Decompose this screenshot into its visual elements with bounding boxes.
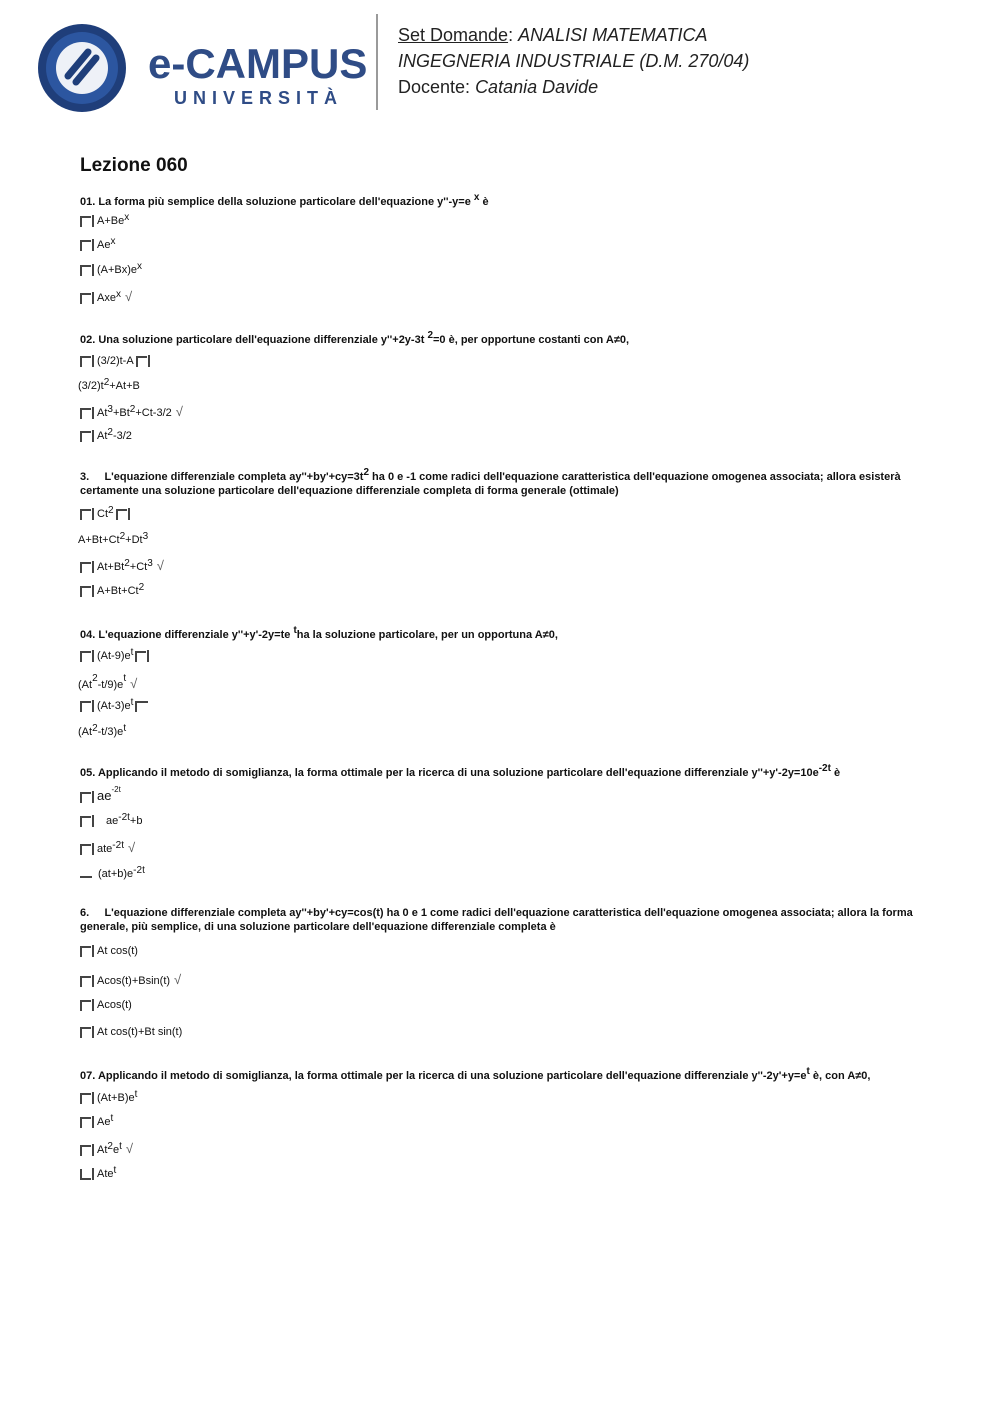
question-5: 05. Applicando il metodo di somiglianza, la forma ottimale per la ricerca di una soluzione particolare dell'equazione differenziale $y''+y'-2y=10e^{-2t}$ è [80, 763, 841, 779]
checkbox-icon[interactable] [80, 265, 91, 276]
option[interactable]: (3/2)t-A [80, 355, 153, 367]
checkbox-icon[interactable] [80, 356, 91, 367]
option-text: $(At^2-t/9)e^t$ √ [78, 673, 138, 691]
checkbox-icon[interactable] [80, 1169, 91, 1180]
checkbox-icon[interactable] [80, 844, 91, 855]
option[interactable]: $ae^{-2t}+b$ [80, 815, 142, 827]
checkbox-icon[interactable] [80, 586, 91, 597]
checkbox-icon[interactable] [80, 701, 91, 712]
option[interactable]: $(At+B)e^t$ [80, 1092, 137, 1104]
option-text: $(3/2)t^2+At+B$ [78, 377, 140, 392]
check-icon: √ [127, 840, 136, 855]
option[interactable]: $At^2e^t$ √ [80, 1141, 133, 1156]
checkbox-icon[interactable] [80, 816, 91, 827]
docente-name: Catania Davide [475, 77, 599, 97]
svg-text:UNIVERSITÀ: UNIVERSITÀ [174, 88, 344, 108]
checkbox-icon[interactable] [80, 509, 91, 520]
ecampus-logo [36, 22, 366, 114]
course-header: Set Domande: ANALISI MATEMATICA INGEGNERIA INDUSTRIALE (D.M. 270/04) Docente: Catania Davide [398, 25, 750, 97]
option[interactable]: At$^2$-3/2 [80, 430, 132, 442]
checkbox-icon[interactable] [80, 240, 91, 251]
option[interactable]: At cos(t)+Bt sin(t) [80, 1026, 182, 1038]
checkbox-icon[interactable] [135, 651, 146, 662]
option[interactable]: $ae^{-2t}$ [80, 788, 121, 803]
checkbox-icon[interactable] [136, 356, 147, 367]
option[interactable]: $At+Bt^2+Ct^3$ √ [80, 558, 164, 573]
question-1: 01. La forma più semplice della soluzione particolare dell'equazione y''-y=e $^x$ è [80, 192, 489, 208]
header-divider [376, 14, 378, 110]
set-label: Set Domande [398, 25, 509, 45]
option[interactable]: $A+Bt+Ct^2$ [80, 585, 144, 597]
checkbox-icon[interactable] [80, 431, 91, 442]
option[interactable]: $(At-3)e^t$ [80, 700, 149, 712]
option-text: $A+Bt+Ct^2+Dt^3$ [78, 531, 149, 546]
option-text: $(At^2-t/3)e^t$ [78, 723, 127, 738]
option[interactable]: Ate$^t$ [80, 1168, 116, 1180]
checkbox-icon[interactable] [80, 408, 91, 419]
checkbox-icon[interactable] [80, 293, 91, 304]
option[interactable]: $At^3+Bt^2+Ct-3/2$ √ [80, 404, 183, 419]
option[interactable]: $(at+b)e^{-2t}$ [80, 868, 145, 880]
option[interactable]: $A+Be^x$ [80, 215, 129, 227]
option[interactable]: $(A+Bx)e^x$ [80, 264, 142, 276]
checkbox-icon[interactable] [80, 1117, 91, 1128]
checkbox-icon[interactable] [80, 1027, 91, 1038]
option[interactable]: Axe$^x$ √ [80, 289, 132, 304]
checkbox-icon[interactable] [80, 1093, 91, 1104]
check-icon: √ [125, 1141, 134, 1156]
lesson-title: Lezione 060 [80, 155, 188, 176]
question-2: 02. Una soluzione particolare dell'equazione differenziale y''+2y-3t $^2$=0 è, per opportune costanti con A≠0, [80, 330, 630, 346]
option[interactable]: At cos(t) [80, 945, 138, 957]
option[interactable]: Ae$^t$ [80, 1116, 113, 1128]
checkbox-icon[interactable] [135, 701, 148, 712]
checkbox-icon[interactable] [80, 976, 91, 987]
checkbox-icon[interactable] [80, 1000, 91, 1011]
question-6: 6. L'equazione differenziale completa ay''+by'+cy=cos(t) ha 0 e 1 come radici dell'equazione caratteristica dell'equazione omogenea associata; allora la forma generale, più semplice, di una soluzione particolare dell'equazione differenziale completa è [80, 907, 913, 933]
option[interactable]: $(At-9)e^t$ [80, 650, 152, 662]
checkbox-icon[interactable] [80, 946, 91, 957]
logo-main-text: e-CAMPUS [148, 40, 366, 87]
checkbox-icon[interactable] [80, 562, 91, 573]
option[interactable]: Acos(t)+Bsin(t) √ [80, 972, 181, 987]
checkbox-icon[interactable] [80, 792, 91, 803]
check-icon: √ [175, 404, 183, 419]
course-title: ANALISI MATEMATICA INGEGNERIA INDUSTRIALE (D.M. 270/04) [398, 25, 750, 71]
checkbox-icon[interactable] [80, 1145, 91, 1156]
option[interactable]: ate$^{-2t}$ √ [80, 840, 135, 855]
question-3: 3. L'equazione differenziale completa $ay''+by'+cy=3t^2$ ha 0 e -1 come radici dell'equazione caratteristica dell'equazione omogenea associata; allora esisterà certamente una soluzione particolare dell'equazione differenziale completa di forma generale (ottimale) [80, 467, 901, 497]
option[interactable]: Ct$^2$ [80, 508, 133, 520]
check-icon: √ [156, 558, 164, 573]
docente-label: Docente: [398, 77, 471, 97]
check-icon: √ [124, 289, 133, 304]
check-icon: √ [174, 972, 182, 987]
question-4: 04. L'equazione differenziale y''+y'-2y=te $^t$ha la soluzione particolare, per un opportuna A≠0, [80, 625, 558, 641]
checkbox-icon[interactable] [116, 509, 127, 520]
option[interactable]: Ae$^x$ [80, 239, 115, 251]
checkbox-icon[interactable] [80, 651, 91, 662]
checkbox-icon[interactable] [80, 216, 91, 227]
question-7: 07. Applicando il metodo di somiglianza, la forma ottimale per la ricerca di una soluzione particolare dell'equazione differenziale $y''-2y'+y=e^t$ è, con A≠0, [80, 1066, 871, 1082]
option[interactable]: Acos(t) [80, 999, 132, 1011]
